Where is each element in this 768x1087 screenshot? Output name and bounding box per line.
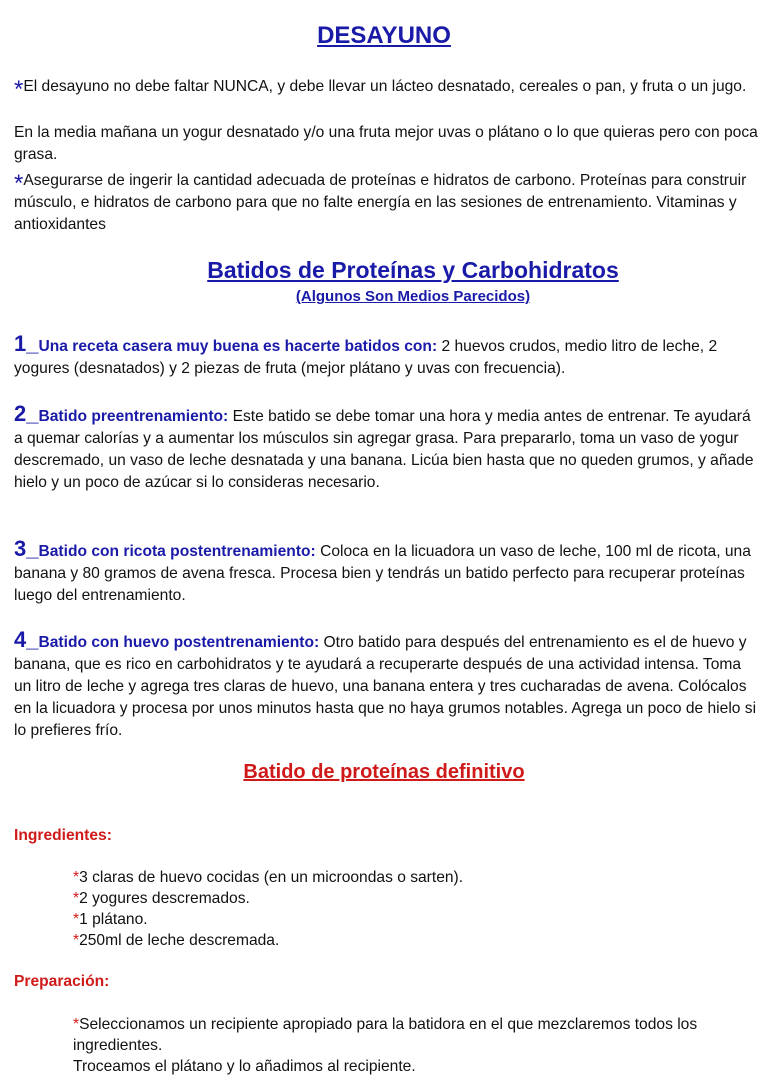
recipe-number: 1_ bbox=[14, 331, 39, 356]
list-item bbox=[73, 909, 753, 930]
recipe-1 bbox=[14, 333, 759, 380]
recipe-text: 2 huevos crudos, medio litro de leche, 2 yogures (desnatados) y 2 piezas de fruta (mejor plátano y uvas con frecuencia). bbox=[14, 338, 718, 377]
ingredients-label: Ingredientes: bbox=[14, 827, 112, 844]
ingredient-text: 1 plátano. bbox=[79, 911, 148, 928]
recipe-text: Coloca en la licuadora un vaso de leche, 100 ml de ricota, una banana y 80 gramos de avena fresca. Procesa bien y tendrás un batido perfecto para recuperar proteínas luego del entrenamiento. bbox=[14, 543, 751, 604]
recipe-lead: Batido preentrenamiento: bbox=[38, 408, 229, 425]
section-subtitle: (Algunos Son Medios Parecidos) bbox=[295, 288, 531, 305]
intro-text-3: Asegurarse de ingerir la cantidad adecuada de proteínas e hidratos de carbono. Proteínas para construir músculo, e hidratos de carbono para que no falte energía en las sesiones de entrenamiento. Vitaminas y antioxidantes bbox=[14, 172, 747, 233]
list-item bbox=[73, 930, 753, 951]
recipe-number: 3_ bbox=[14, 536, 39, 561]
ingredient-text: 250ml de leche descremada. bbox=[79, 932, 280, 949]
recipe-4 bbox=[14, 629, 759, 742]
recipe-lead: Batido con ricota postentrenamiento: bbox=[38, 543, 316, 560]
intro-paragraph-2: En la media mañana un yogur desnatado y/o una fruta mejor uvas o plátano o lo que quieras pero con poca grasa. bbox=[14, 124, 758, 163]
preparation-steps bbox=[73, 1014, 733, 1077]
list-item bbox=[73, 867, 753, 888]
recipe-lead: Una receta casera muy buena es hacerte batidos con: bbox=[38, 338, 438, 355]
asterisk-bullet: * bbox=[73, 911, 80, 928]
step-item bbox=[73, 1014, 733, 1056]
recipe-2 bbox=[14, 403, 759, 494]
ingredient-text: 3 claras de huevo cocidas (en un microondas o sarten). bbox=[79, 869, 464, 886]
asterisk-bullet: * bbox=[73, 1016, 80, 1033]
intro-text-1: El desayuno no debe faltar NUNCA, y debe llevar un lácteo desnatado, cereales o pan, y fruta o un jugo. bbox=[23, 78, 747, 95]
step-item: Troceamos el plátano y lo añadimos al recipiente. bbox=[73, 1058, 416, 1075]
ingredients-list bbox=[73, 867, 753, 951]
recipe-text: Este batido se debe tomar una hora y media antes de entrenar. Te ayudará a quemar calorías y a aumentar los músculos sin agregar grasa. Para prepararlo, toma un vaso de yogur descremado, un vaso de leche desnatada y una banana. Licúa bien hasta que no queden grumos, y añade hielo y un poco de azúcar si lo consideras necesario. bbox=[14, 408, 754, 491]
asterisk-bullet: * bbox=[73, 932, 80, 949]
asterisk-bullet: * bbox=[73, 869, 80, 886]
intro-paragraph-3 bbox=[14, 170, 759, 236]
preparation-label: Preparación: bbox=[14, 973, 110, 990]
page-title: DESAYUNO bbox=[317, 22, 451, 49]
asterisk-bullet: * bbox=[14, 170, 24, 197]
list-item bbox=[73, 888, 753, 909]
section-title-definitivo: Batido de proteínas definitivo bbox=[243, 761, 525, 783]
recipe-number: 2_ bbox=[14, 401, 39, 426]
ingredient-text: 2 yogures descremados. bbox=[79, 890, 250, 907]
section-title-batidos: Batidos de Proteínas y Carbohidratos bbox=[207, 257, 619, 283]
step-text: Seleccionamos un recipiente apropiado para la batidora en el que mezclaremos todos los ingredientes. bbox=[73, 1016, 698, 1054]
recipe-text: Otro batido para después del entrenamiento es el de huevo y banana, que es rico en carbohidratos y te ayudará a recuperarte después de una actividad intensa. Toma un litro de leche y agrega tres claras de huevo, una banana entera y tres cucharadas de avena. Colócalos en la licuadora y procesa por unos minutos hasta que no haya grumos notables. Agrega un poco de hielo si lo prefieres frío. bbox=[14, 634, 757, 739]
recipe-lead: Batido con huevo postentrenamiento: bbox=[38, 634, 320, 651]
asterisk-bullet: * bbox=[73, 890, 80, 907]
recipe-number: 4_ bbox=[14, 627, 39, 652]
intro-paragraph-1 bbox=[14, 76, 759, 103]
recipe-3 bbox=[14, 538, 759, 607]
asterisk-bullet: * bbox=[14, 76, 24, 103]
